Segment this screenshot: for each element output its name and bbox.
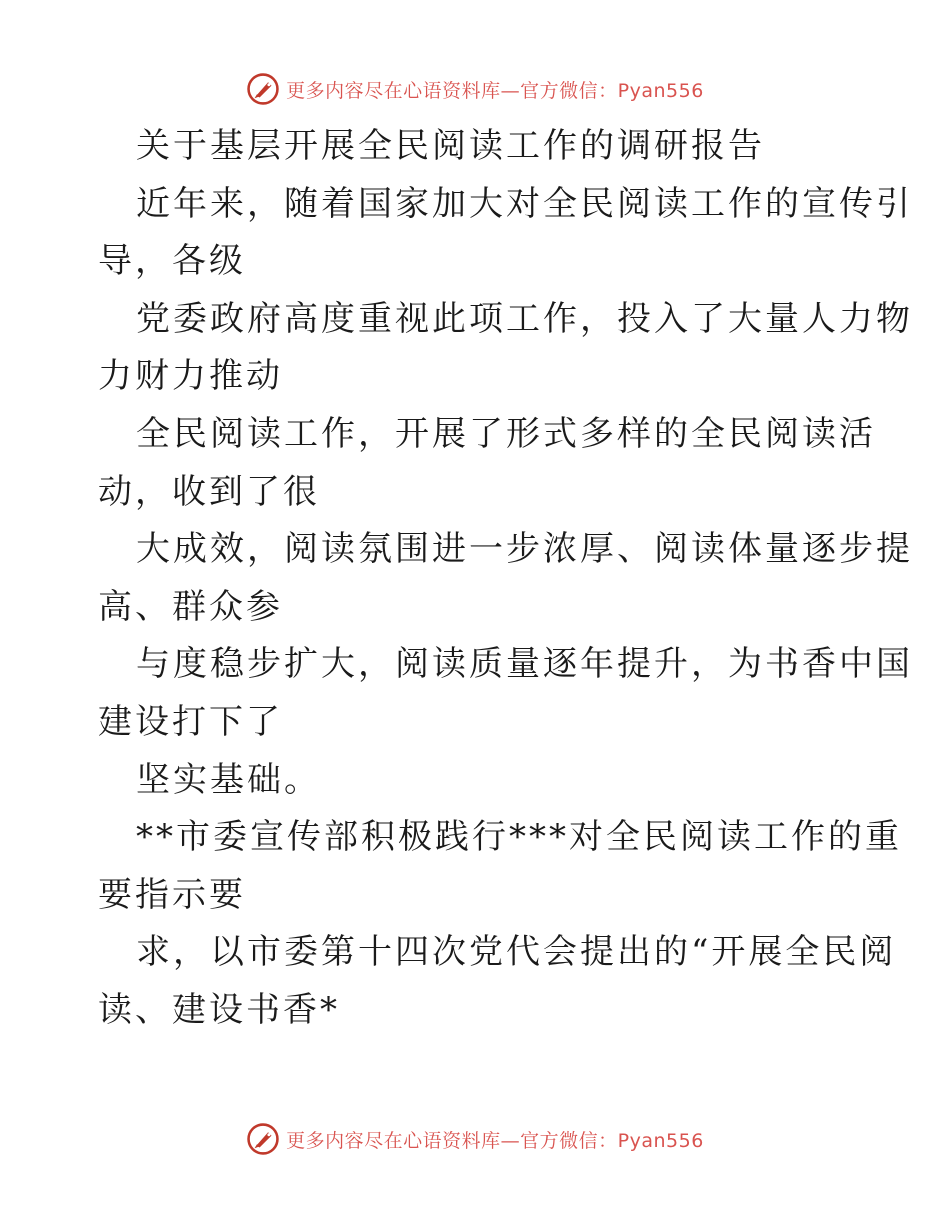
text-line: 近年来，随着国家加大对全民阅读工作的宣传引: [136, 183, 913, 224]
wechat-id: Pyan556: [617, 79, 704, 102]
document-body: [98, 118, 913, 1040]
text-line: 导，各级: [98, 241, 246, 282]
pen-nib-logo-icon: [246, 72, 280, 106]
text-line: 党委政府高度重视此项工作，投入了大量人力物: [136, 298, 913, 339]
footer-watermark: [0, 1122, 950, 1156]
text-line: 高、群众参: [98, 586, 283, 627]
header-watermark: [0, 72, 950, 106]
text-line: 建设打下了: [98, 701, 283, 742]
text-line: 动，收到了很: [98, 471, 320, 512]
document-title: 关于基层开展全民阅读工作的调研报告: [136, 126, 765, 166]
text-line: 全民阅读工作，开展了形式多样的全民阅读活: [136, 413, 876, 454]
text-line: 坚实基础。: [136, 759, 321, 800]
watermark-text: 更多内容尽在心语资料库—官方微信：Pyan556: [286, 79, 704, 102]
text-line: 与度稳步扩大，阅读质量逐年提升，为书香中国: [136, 644, 913, 685]
text-line: **市委宣传部积极践行***对全民阅读工作的重: [136, 817, 902, 858]
wechat-id: Pyan556: [617, 1129, 704, 1152]
text-line: 要指示要: [98, 874, 246, 915]
text-line: 求，以市委第十四次党代会提出的“开展全民阅: [136, 932, 897, 973]
text-line: 力财力推动: [98, 356, 283, 397]
text-line: 读、建设书香*: [98, 989, 340, 1030]
watermark-text: 更多内容尽在心语资料库—官方微信：Pyan556: [286, 1129, 704, 1152]
text-line: 大成效，阅读氛围进一步浓厚、阅读体量逐步提: [136, 529, 913, 570]
pen-nib-logo-icon: [246, 1122, 280, 1156]
